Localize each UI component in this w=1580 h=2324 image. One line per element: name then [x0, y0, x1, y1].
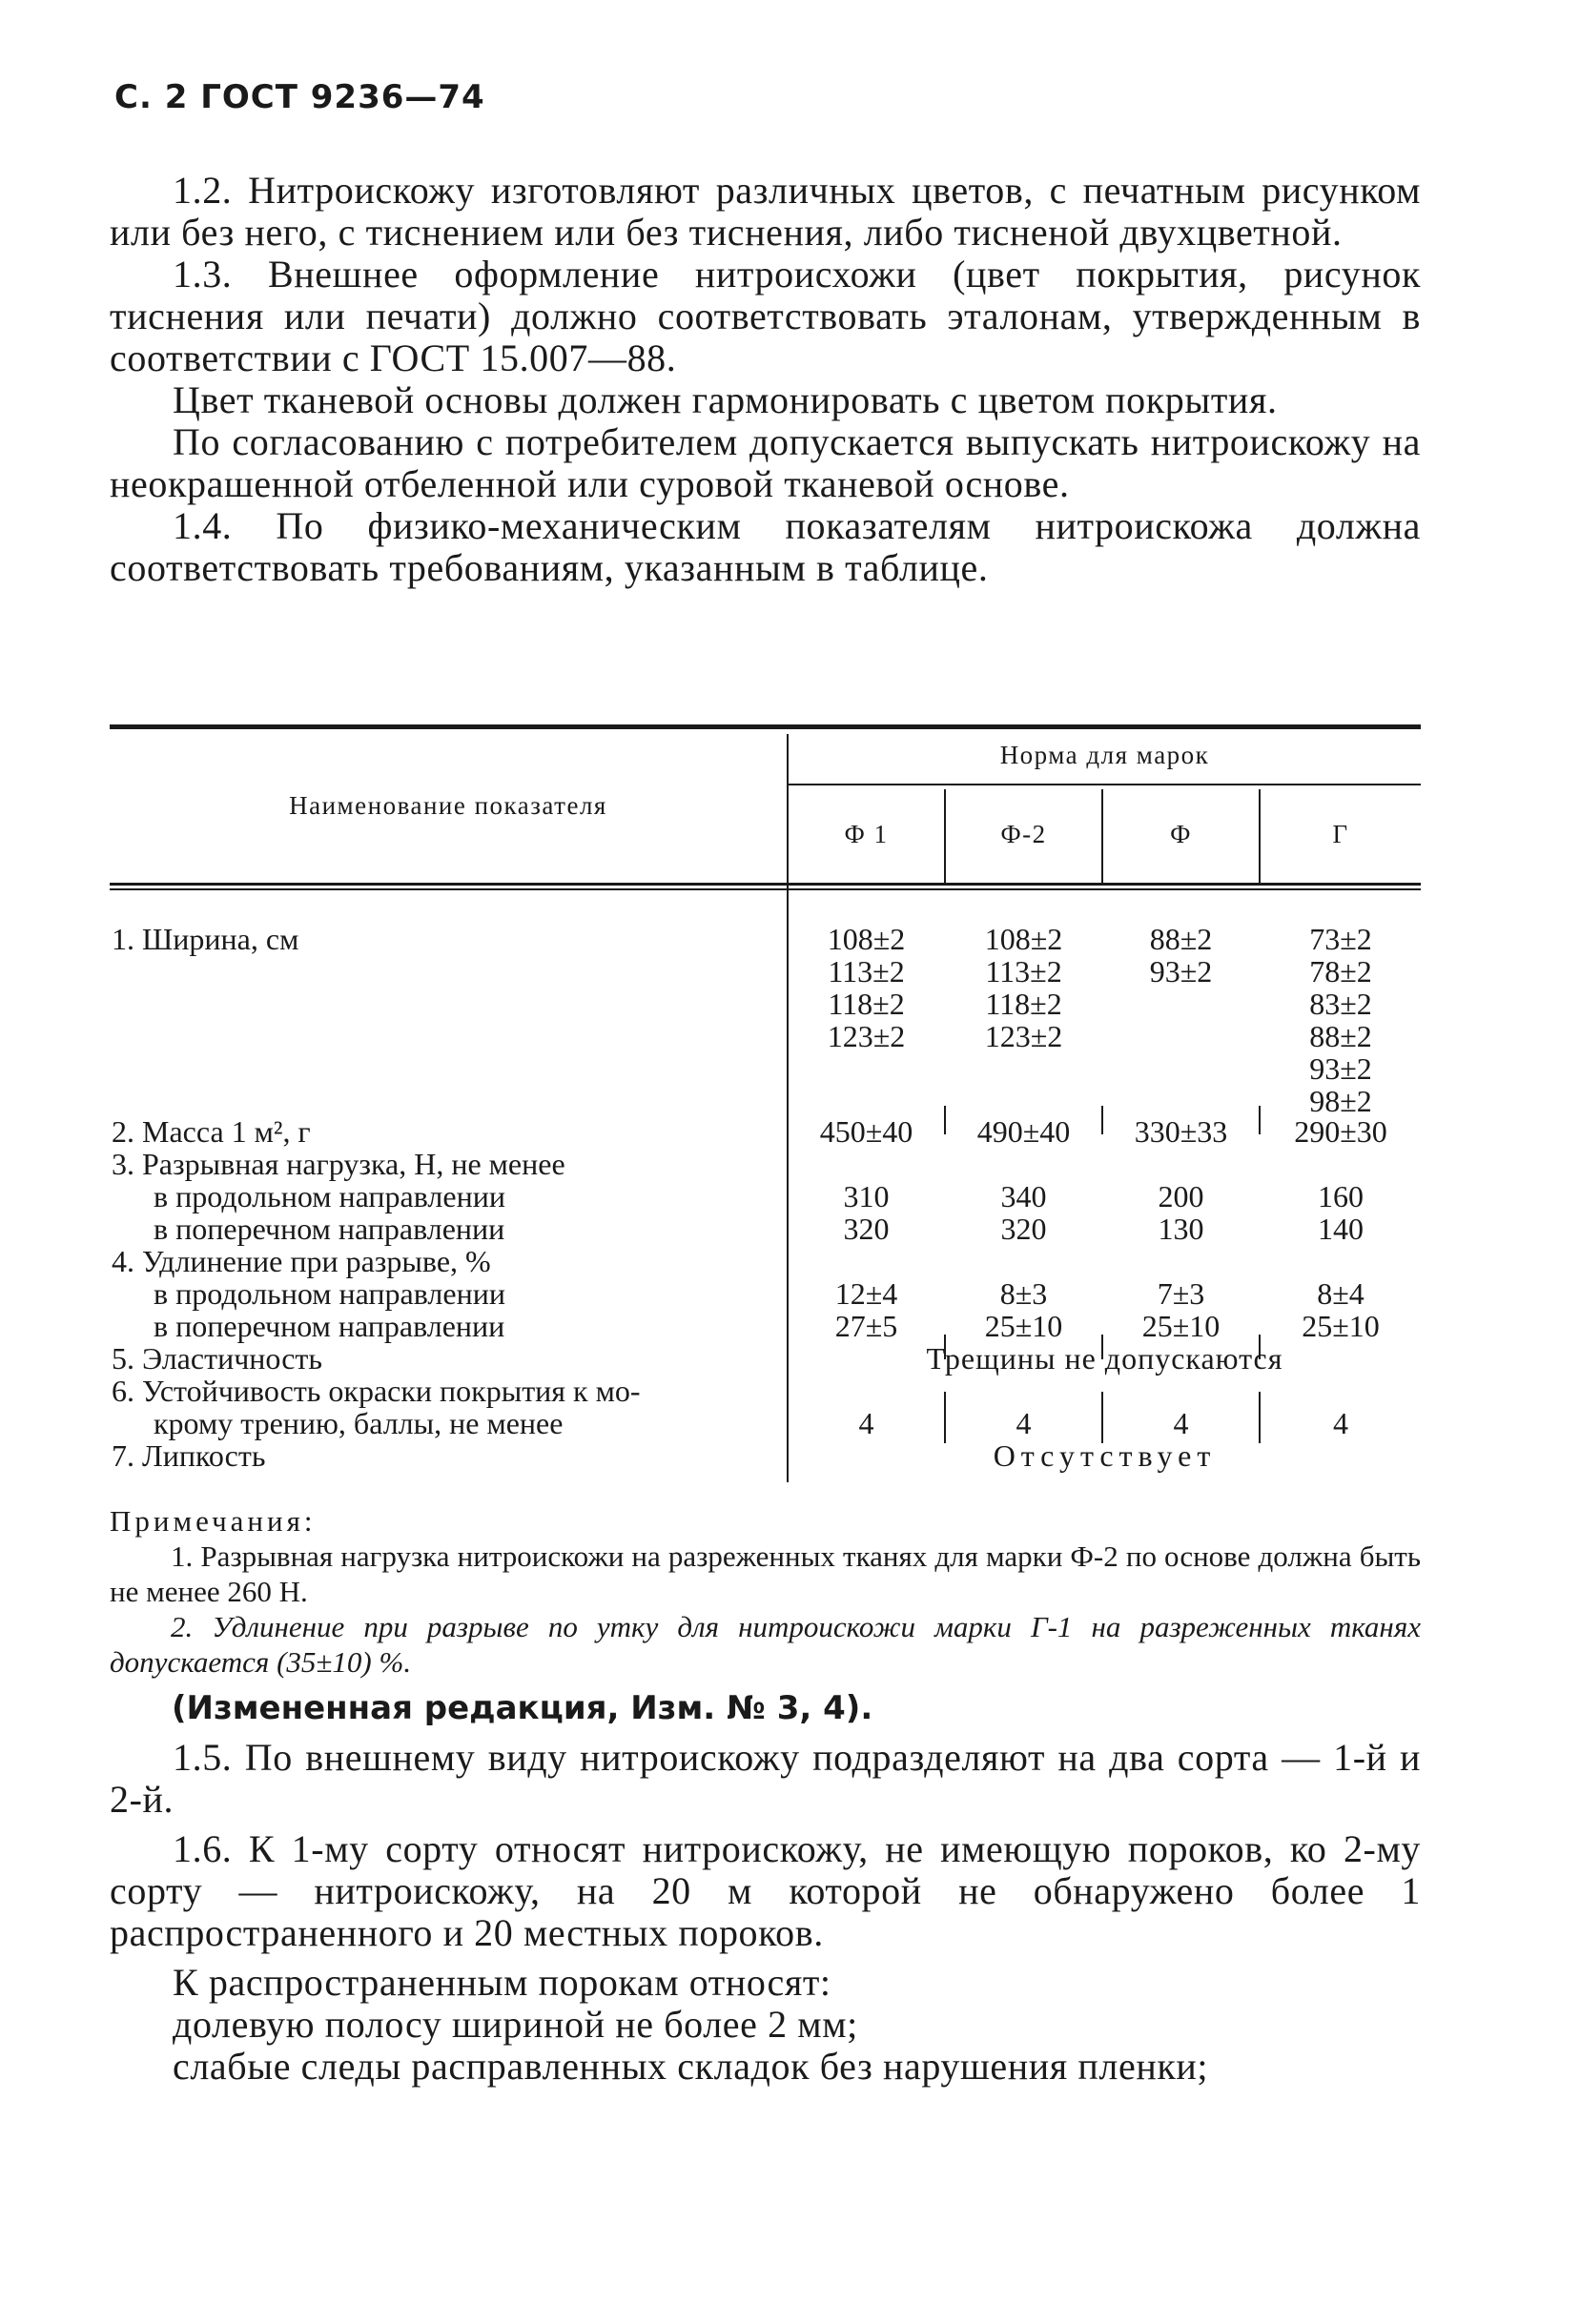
- color-g: 4: [1333, 1406, 1348, 1440]
- row-color-label-2: крому трению, баллы, не менее: [154, 1406, 564, 1440]
- paragraph-1-2: 1.2. Нитроискожу изготовляют различных цветов, с печатным рисунком или без него, с тиснением или без тиснения, либо тисненой двухцветной.: [110, 169, 1421, 254]
- header-col-g: Г: [1332, 820, 1349, 848]
- width-value: 88±2: [1149, 922, 1213, 956]
- color-f: 4: [1173, 1406, 1189, 1440]
- width-value: 123±2: [827, 1019, 906, 1053]
- elong-long-g: 8±4: [1317, 1276, 1365, 1311]
- paragraph-1-6: 1.6. К 1-му сорту относят нитроискожу, не имеющую пороков, ко 2-му сорту — нитроискожу, на 20 м которой не обнаружено более 1 распространенного и 20 местных пороков.: [110, 1827, 1421, 1954]
- elastic-value: Трещины не допускаются: [926, 1341, 1283, 1376]
- row-elastic-label: 5. Эластичность: [112, 1341, 322, 1376]
- color-f1: 4: [858, 1406, 874, 1440]
- width-value: 73±2: [1309, 922, 1372, 956]
- paragraph-fabric-color: Цвет тканевой основы должен гармонировать с цветом покрытия.: [173, 378, 1278, 421]
- note-2: 2. Удлинение при разрыве по утку для нитроискожи марки Г-1 на разреженных тканях допускается (35±10) %.: [110, 1610, 1421, 1679]
- page-header: С. 2 ГОСТ 9236—74: [114, 78, 485, 116]
- header-col-f2: Ф-2: [1000, 820, 1047, 848]
- header-norm: Норма для марок: [999, 741, 1210, 769]
- tack-value: Отсутствует: [993, 1438, 1217, 1473]
- load-long-f1: 310: [843, 1179, 890, 1213]
- load-trans-f: 130: [1158, 1212, 1204, 1246]
- mass-f: 330±33: [1134, 1114, 1228, 1149]
- table-header-rule: [110, 883, 1421, 886]
- width-value: 78±2: [1309, 954, 1372, 989]
- elong-trans-f2: 25±10: [984, 1309, 1063, 1343]
- width-g-cell: [1261, 923, 1421, 1117]
- table-top-rule: [110, 724, 1421, 729]
- width-value: 98±2: [1309, 1084, 1372, 1118]
- elong-trans-g: 25±10: [1302, 1309, 1380, 1343]
- paragraph-agreement: По согласованию с потребителем допускается выпускать нитроискожу на неокрашенной отбеленной или суровой тканевой основе.: [110, 420, 1421, 505]
- mass-f1: 450±40: [819, 1114, 913, 1149]
- paragraph-defect-folds: слабые следы расправленных складок без нарушения пленки;: [173, 2045, 1209, 2088]
- row-mass-label: 2. Масса 1 м², г: [112, 1114, 311, 1149]
- paragraph-defects: К распространенным порокам относят:: [173, 1961, 831, 2004]
- table-notes: [110, 1503, 1421, 1680]
- notes-title: Примечания:: [110, 1504, 317, 1538]
- table-header-rule-2: [110, 888, 1421, 890]
- width-value: 118±2: [828, 987, 905, 1021]
- row-load-long-label: в продольном направлении: [154, 1179, 505, 1213]
- row-elong-trans-label: в поперечном направлении: [154, 1309, 505, 1343]
- row-elong-long-label: в продольном направлении: [154, 1276, 505, 1311]
- width-value: 88±2: [1309, 1019, 1372, 1053]
- color-f2: 4: [1016, 1406, 1032, 1440]
- paragraph-1-3: 1.3. Внешнее оформление нитроисхожи (цвет покрытия, рисунок тиснения или печати) должно соответствовать эталонам, утвержденным в соответствии с ГОСТ 15.007—88.: [110, 253, 1421, 379]
- width-value: 83±2: [1309, 987, 1372, 1021]
- header-col-f: Ф: [1170, 820, 1192, 848]
- mass-f2: 490±40: [976, 1114, 1071, 1149]
- elong-long-f2: 8±3: [999, 1276, 1048, 1311]
- width-f2-cell: [946, 923, 1101, 1052]
- header-name: Наименование показателя: [289, 791, 607, 820]
- note-1: 1. Разрывная нагрузка нитроискожи на разреженных тканях для марки Ф-2 по основе должна быть не менее 260 Н.: [110, 1539, 1421, 1608]
- row-width-label: 1. Ширина, см: [112, 922, 299, 956]
- row-elong-label: 4. Удлинение при разрыве, %: [112, 1244, 491, 1278]
- width-value: 108±2: [827, 922, 906, 956]
- mass-g: 290±30: [1294, 1114, 1387, 1149]
- header-col-f1: Ф 1: [844, 820, 889, 848]
- row-color-label-1: 6. Устойчивость окраски покрытия к мо-: [112, 1374, 641, 1408]
- load-long-g: 160: [1318, 1179, 1364, 1213]
- elong-long-f: 7±3: [1157, 1276, 1205, 1311]
- elong-trans-f1: 27±5: [834, 1309, 898, 1343]
- load-long-f2: 340: [1000, 1179, 1047, 1213]
- width-value: 113±2: [828, 954, 905, 989]
- load-trans-f2: 320: [1000, 1212, 1047, 1246]
- paragraph-1-4: 1.4. По физико-механическим показателям нитроискожа должна соответствовать требованиям, указанным в таблице.: [110, 504, 1421, 589]
- width-value: 123±2: [984, 1019, 1063, 1053]
- revision-note: (Измененная редакция, Изм. № 3, 4).: [172, 1689, 873, 1727]
- row-tack-label: 7. Липкость: [112, 1438, 266, 1473]
- width-f1-cell: [789, 923, 944, 1052]
- properties-table: [110, 724, 1421, 1487]
- row-load-trans-label: в поперечном направлении: [154, 1212, 505, 1246]
- width-f-cell: [1103, 923, 1259, 988]
- elong-trans-f: 25±10: [1141, 1309, 1221, 1343]
- paragraph-1-5: 1.5. По внешнему виду нитроискожу подразделяют на два сорта — 1-й и 2-й.: [110, 1736, 1421, 1821]
- load-trans-f1: 320: [843, 1212, 890, 1246]
- width-value: 108±2: [984, 922, 1063, 956]
- row-load-label: 3. Разрывная нагрузка, Н, не менее: [112, 1147, 565, 1181]
- width-value: 93±2: [1309, 1051, 1372, 1086]
- width-value: 113±2: [985, 954, 1062, 989]
- norm-subrule: [789, 784, 1421, 785]
- width-value: 118±2: [985, 987, 1062, 1021]
- body-text-bottom: [110, 1737, 1421, 2088]
- paragraph-defect-stripe: долевую полосу шириной не более 2 мм;: [173, 2003, 858, 2046]
- elong-long-f1: 12±4: [834, 1276, 898, 1311]
- load-trans-g: 140: [1318, 1212, 1364, 1246]
- body-text-top: [110, 170, 1421, 589]
- load-long-f: 200: [1158, 1179, 1204, 1213]
- width-value: 93±2: [1149, 954, 1213, 989]
